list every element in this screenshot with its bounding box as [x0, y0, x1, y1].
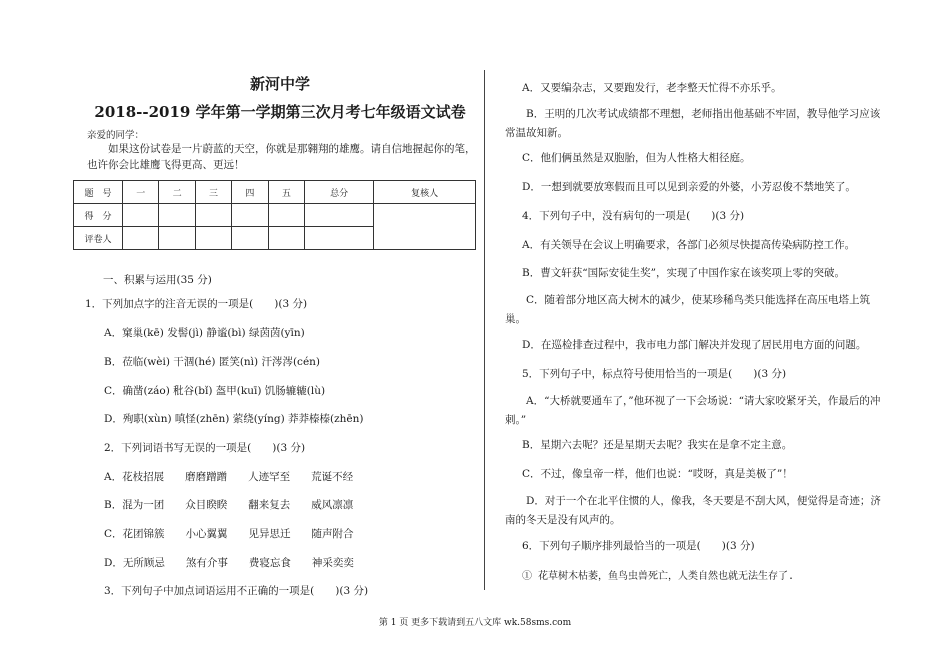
q4-option-d: D．在巡检排查过程中，我市电力部门解决并发现了居民用电方面的问题。	[522, 339, 867, 351]
score-col-reviewer: 复核人	[374, 181, 476, 204]
score-cell[interactable]	[195, 204, 231, 227]
question-2: 2．下列词语书写无误的一项是( )(3 分)	[104, 442, 306, 454]
q4-option-b: B．曹文轩获“国际安徒生奖”，实现了中国作家在该奖项上零的突破。	[522, 267, 845, 279]
score-col-3: 三	[195, 181, 231, 204]
q5-option-c: C．不过，像皇帝一样，他们也说：“哎呀，真是美极了”！	[522, 468, 793, 480]
q4-option-c: C．随着部分地区高大树木的减少，使某珍稀鸟类只能选择在高压电塔上筑巢。	[505, 294, 871, 325]
q3-option-d: D．一想到就要放寒假而且可以见到亲爱的外婆，小芳忍俊不禁地笑了。	[522, 181, 856, 193]
page-footer: 第 1 页 更多下载请到五八文库 wk.58sms.com	[378, 618, 572, 628]
section-heading: 一、积累与运用(35 分)	[103, 274, 212, 286]
score-col-1: 一	[123, 181, 159, 204]
score-cell[interactable]	[268, 227, 304, 250]
q2-option-b: B．混为一团 众目睽睽 翻来复去 威风凛凛	[104, 499, 354, 511]
question-5: 5．下列句子中，标点符号使用恰当的一项是( )(3 分)	[522, 368, 787, 380]
intro-paragraph: 如果这份试卷是一片蔚蓝的天空，你就是那翱翔的雄鹰。请自信地握起你的笔，也许你会比雄鹰飞得更高、更远！	[87, 143, 476, 171]
q3-option-c: C．他们俩虽然是双胞胎，但为人性格大相径庭。	[522, 152, 751, 164]
q6-sentence-1: ① 花草树木枯萎，鱼鸟虫兽死亡，人类自然也就无法生存了.	[522, 571, 795, 582]
score-cell[interactable]	[123, 227, 159, 250]
score-col-4: 四	[232, 181, 268, 204]
score-cell[interactable]	[232, 204, 268, 227]
q1-option-d: D．殉职(xùn) 嗔怪(zhēn) 萦绕(yíng) 莽莽榛榛(zhēn)	[104, 413, 364, 425]
score-cell[interactable]	[159, 227, 195, 250]
q5-option-b: B．星期六去呢？还是星期天去呢？我实在是拿不定主意。	[522, 439, 793, 451]
score-col-5: 五	[268, 181, 304, 204]
question-6: 6．下列句子顺序排列最恰当的一项是( )(3 分)	[522, 540, 755, 552]
q5-option-d: D．对于一个在北平住惯的人，像我，冬天要是不刮大风，便觉得是奇迹；济南的冬天是没有风声的。	[505, 495, 881, 526]
q1-option-a: A．窠巢(kē) 发髻(jì) 静谧(bì) 绿茵茵(yīn)	[104, 327, 305, 339]
score-cell[interactable]	[195, 227, 231, 250]
q2-option-c: C．花团锦簇 小心翼翼 见异思迁 随声附合	[104, 528, 354, 540]
column-divider	[484, 70, 485, 590]
question-3: 3．下列句子中加点词语运用不正确的一项是( )(3 分)	[104, 585, 369, 597]
score-col-total: 总分	[305, 181, 374, 204]
school-name: 新河中学	[249, 75, 310, 93]
q3-option-b: B．王明的几次考试成绩都不理想，老师指出他基础不牢固，教导他学习应该常温故知新。	[505, 108, 881, 139]
q2-option-d: D．无所顾忌 煞有介事 费寝忘食 神采奕奕	[104, 557, 354, 569]
score-cell-reviewer[interactable]	[374, 204, 476, 250]
score-table-row-defen	[74, 204, 476, 227]
q1-option-c: C．确凿(záo) 秕谷(bǐ) 盔甲(kuī) 饥肠辘辘(lù)	[104, 385, 326, 397]
question-4: 4．下列句子中，没有病句的一项是( )(3 分)	[522, 210, 745, 222]
score-cell[interactable]	[305, 204, 374, 227]
q1-option-b: B．莅临(wèi) 干涸(hé) 匿笑(nì) 汗涔涔(cén)	[104, 356, 321, 368]
row-label-defen: 得 分	[74, 204, 123, 227]
q4-option-a: A．有关领导在会议上明确要求，各部门必须尽快提高传染病防控工作。	[522, 239, 856, 251]
row-label-pingjuan: 评卷人	[74, 227, 123, 250]
greeting: 亲爱的同学：	[87, 130, 145, 141]
score-table	[73, 180, 476, 250]
exam-title: 2018--2019 学年第一学期第三次月考七年级语文试卷	[94, 103, 466, 121]
score-cell[interactable]	[123, 204, 159, 227]
score-table-header-row	[74, 181, 476, 204]
q5-option-a: A．“大桥就要通车了，”他环视了一下会场说：“请大家咬紧牙关，作最后的冲刺。”	[505, 395, 881, 426]
score-cell[interactable]	[268, 204, 304, 227]
q2-option-a: A．花枝招展 磨磨蹭蹭 人迹罕至 荒诞不经	[104, 471, 354, 483]
question-1: 1．下列加点字的注音无误的一项是( )(3 分)	[85, 298, 308, 310]
score-col-tihao: 题 号	[74, 181, 123, 204]
score-cell[interactable]	[159, 204, 195, 227]
score-cell[interactable]	[232, 227, 268, 250]
score-col-2: 二	[159, 181, 195, 204]
q3-option-a: A．又要编杂志，又要跑发行，老李整天忙得不亦乐乎。	[522, 82, 782, 94]
score-cell[interactable]	[305, 227, 374, 250]
